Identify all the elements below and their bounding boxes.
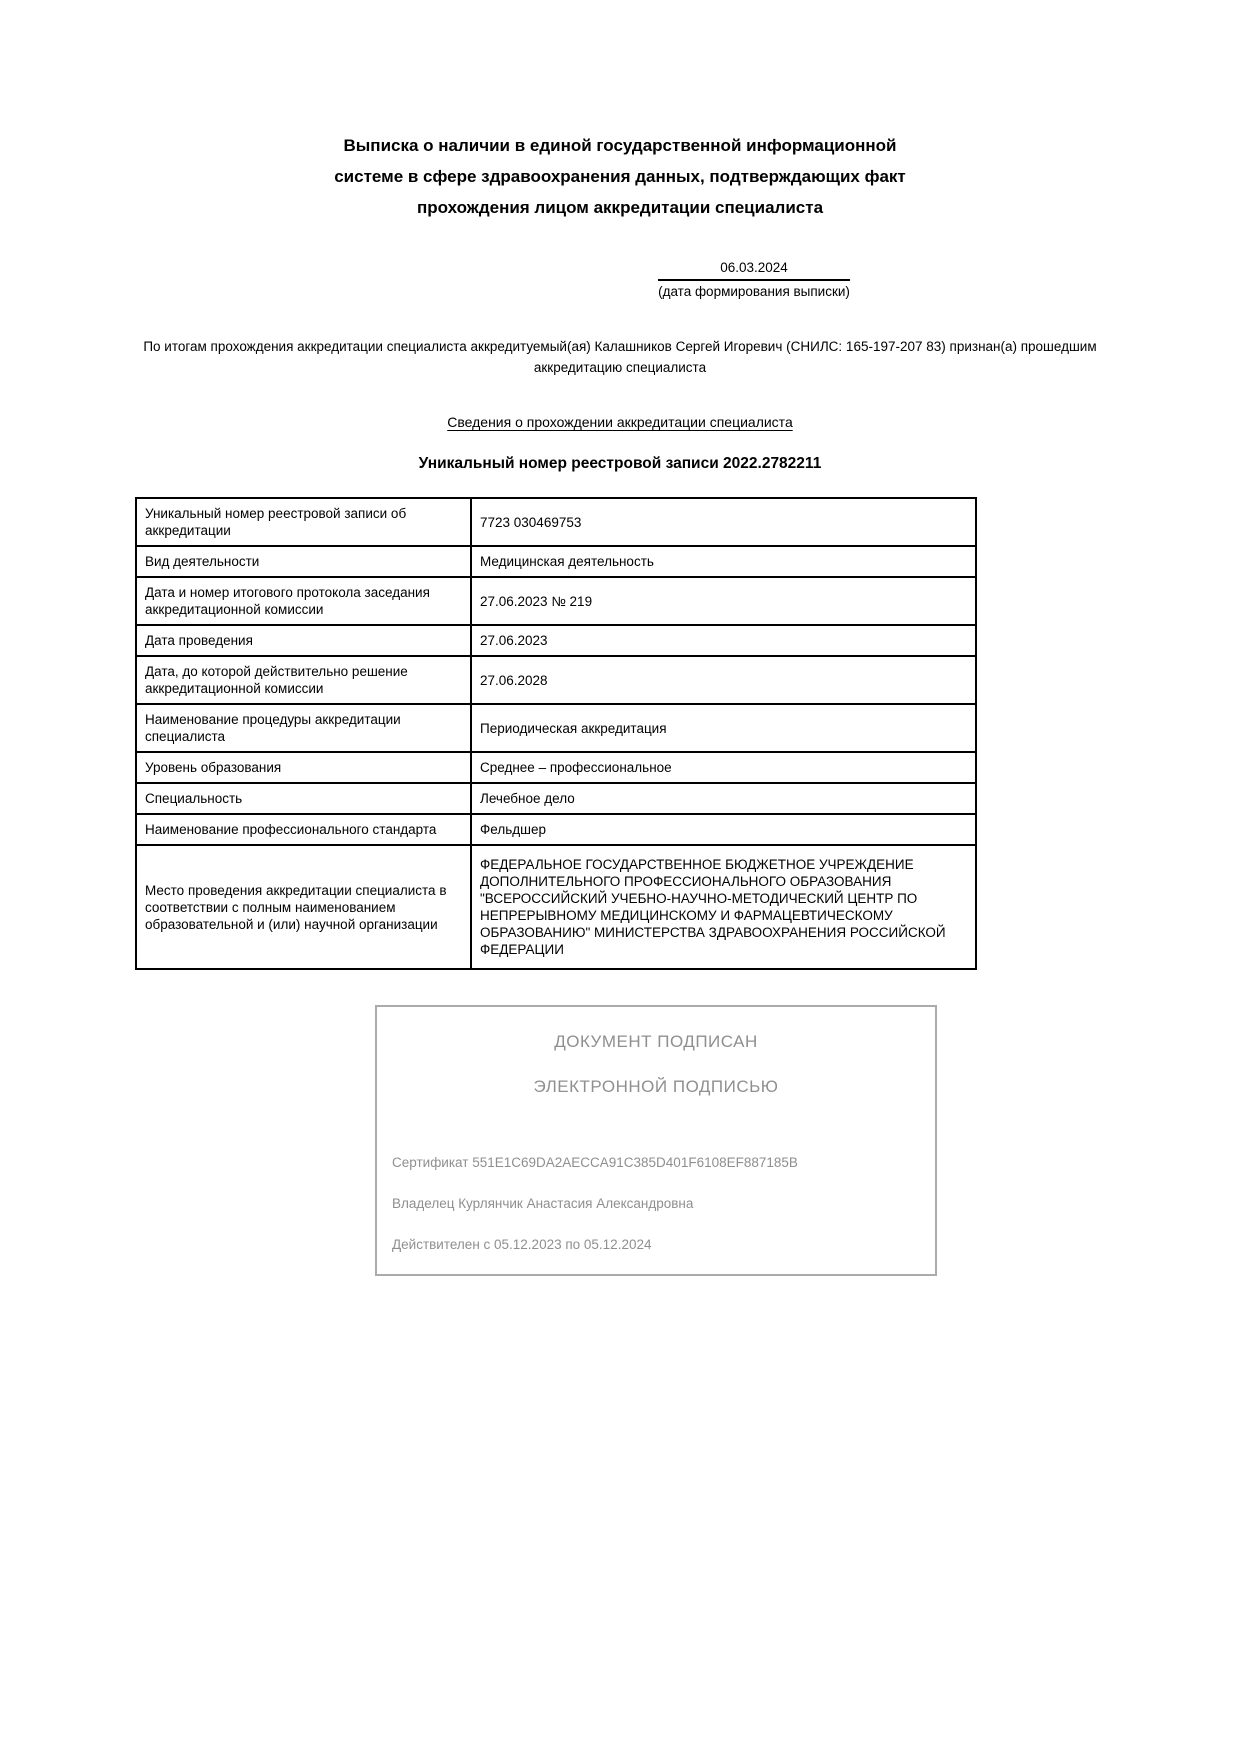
signature-title-line-1: ДОКУМЕНТ ПОДПИСАН bbox=[554, 1032, 758, 1051]
table-row bbox=[136, 783, 976, 814]
row-value: Фельдшер bbox=[471, 814, 976, 845]
issue-date-value: 06.03.2024 bbox=[658, 259, 850, 281]
row-value: 27.06.2023 № 219 bbox=[471, 577, 976, 625]
row-value: Среднее – профессиональное bbox=[471, 752, 976, 783]
document-title: Выписка о наличии в единой государственной информационной системе в сфере здравоохранения данных, подтверждающих факт прохождения лицом аккредитации специалиста bbox=[334, 136, 906, 217]
row-label: Уровень образования bbox=[136, 752, 471, 783]
row-value: 27.06.2023 bbox=[471, 625, 976, 656]
row-label: Дата и номер итогового протокола заседания аккредитационной комиссии bbox=[136, 577, 471, 625]
row-label: Уникальный номер реестровой записи об аккредитации bbox=[136, 498, 471, 546]
owner-line: Владелец Курлянчик Анастасия Александровна bbox=[392, 1196, 694, 1211]
signature-box bbox=[375, 1005, 937, 1276]
issue-date-caption: (дата формирования выписки) bbox=[658, 284, 850, 299]
signature-title-line-2: ЭЛЕКТРОННОЙ ПОДПИСЬЮ bbox=[533, 1077, 779, 1096]
table-row bbox=[136, 752, 976, 783]
certificate-line: Сертификат 551E1C69DA2AECCA91C385D401F6108EF887185B bbox=[392, 1155, 798, 1170]
row-label: Дата проведения bbox=[136, 625, 471, 656]
table-row bbox=[136, 498, 976, 546]
row-value: 7723 030469753 bbox=[471, 498, 976, 546]
table-row bbox=[136, 546, 976, 577]
row-label: Вид деятельности bbox=[136, 546, 471, 577]
signature-details bbox=[377, 1155, 935, 1252]
row-label: Дата, до которой действительно решение аккредитационной комиссии bbox=[136, 656, 471, 704]
row-label: Специальность bbox=[136, 783, 471, 814]
table-row bbox=[136, 704, 976, 752]
row-value: Медицинская деятельность bbox=[471, 546, 976, 577]
record-number-heading: Уникальный номер реестровой записи 2022.2782211 bbox=[418, 455, 822, 472]
row-value: Лечебное дело bbox=[471, 783, 976, 814]
accreditation-table bbox=[135, 497, 977, 970]
signature-header bbox=[377, 1019, 935, 1109]
table-row bbox=[136, 814, 976, 845]
table-row bbox=[136, 845, 976, 969]
intro-paragraph: По итогам прохождения аккредитации специалиста аккредитуемый(ая) Калашников Сергей Игоревич (СНИЛС: 165-197-207 83) признан(а) прошедшим аккредитацию специалиста bbox=[143, 339, 1097, 375]
row-label: Наименование профессионального стандарта bbox=[136, 814, 471, 845]
section-heading: Сведения о прохождении аккредитации специалиста bbox=[447, 414, 793, 430]
issue-date-block bbox=[643, 259, 865, 300]
row-label: Наименование процедуры аккредитации специалиста bbox=[136, 704, 471, 752]
table-row bbox=[136, 656, 976, 704]
row-label: Место проведения аккредитации специалиста в соответствии с полным наименованием образовательной и (или) научной организации bbox=[136, 845, 471, 969]
table-row bbox=[136, 577, 976, 625]
row-value: 27.06.2028 bbox=[471, 656, 976, 704]
validity-line: Действителен с 05.12.2023 по 05.12.2024 bbox=[392, 1237, 652, 1252]
table-row bbox=[136, 625, 976, 656]
row-value: ФЕДЕРАЛЬНОЕ ГОСУДАРСТВЕННОЕ БЮДЖЕТНОЕ УЧРЕЖДЕНИЕ ДОПОЛНИТЕЛЬНОГО ПРОФЕССИОНАЛЬНОГО ОБРАЗОВАНИЯ "ВСЕРОССИЙСКИЙ УЧЕБНО-НАУЧНО-МЕТОДИЧЕСКИЙ ЦЕНТР ПО НЕПРЕРЫВНОМУ МЕДИЦИНСКОМУ И ФАРМАЦЕВТИЧЕСКОМУ ОБРАЗОВАНИЮ" МИНИСТЕРСТВА ЗДРАВООХРАНЕНИЯ РОССИЙСКОЙ ФЕДЕРАЦИИ bbox=[471, 845, 976, 969]
row-value: Периодическая аккредитация bbox=[471, 704, 976, 752]
